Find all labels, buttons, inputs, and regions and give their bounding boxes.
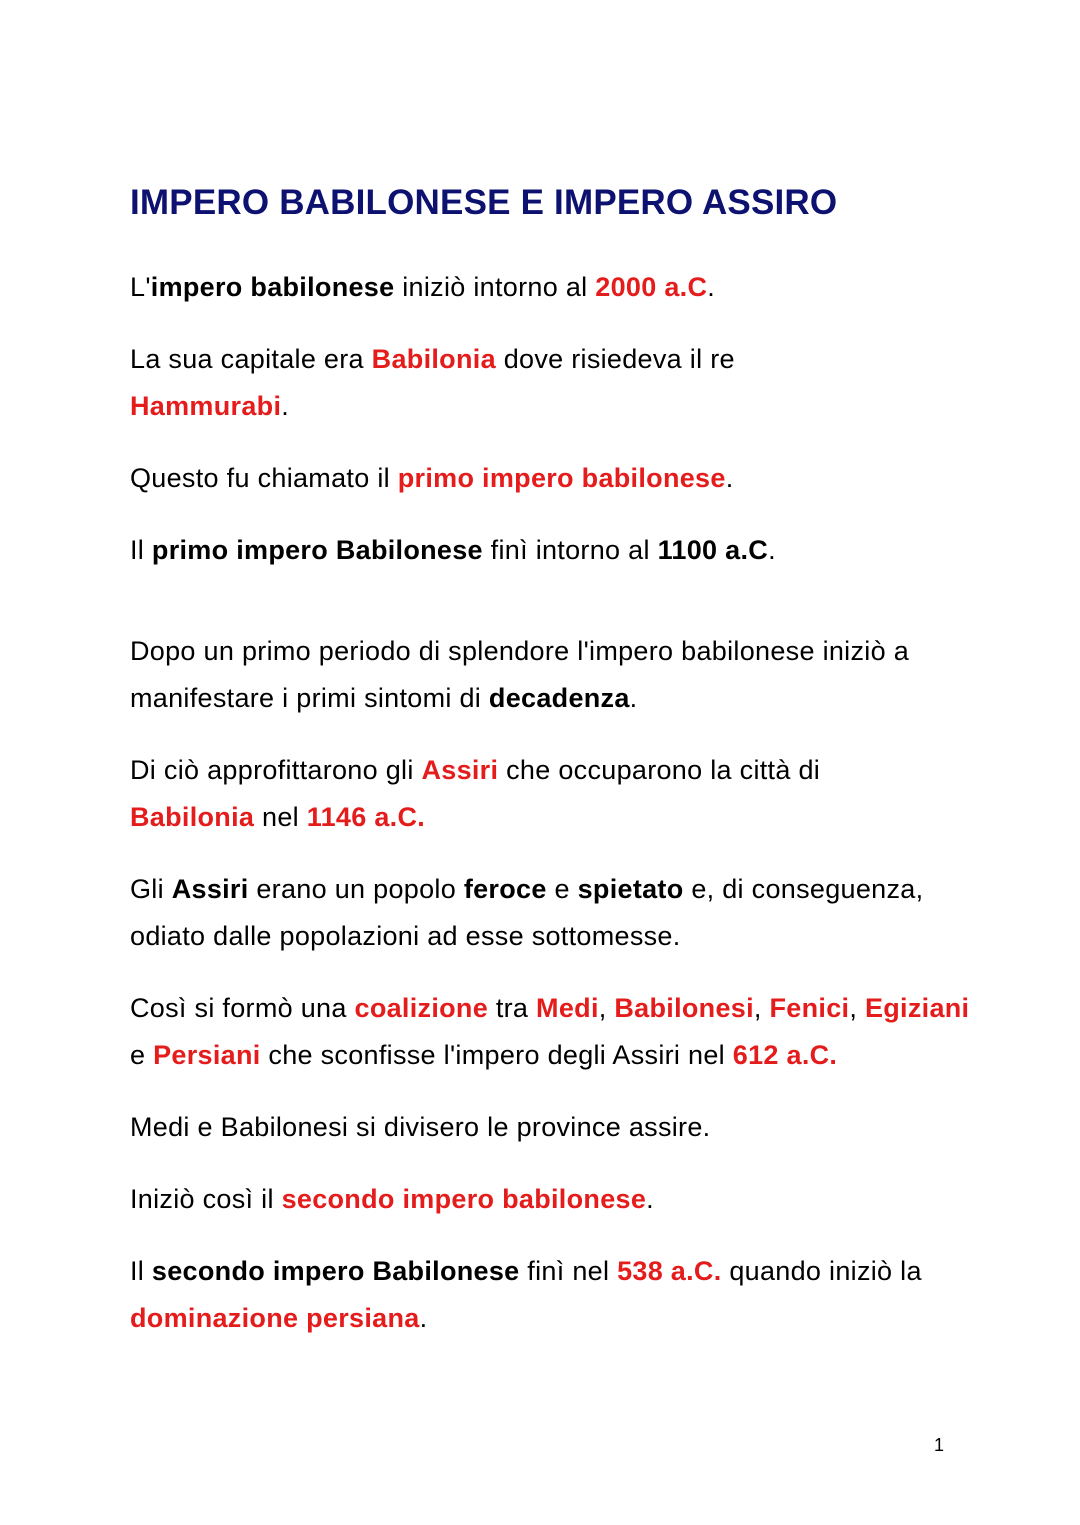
- text-run: .: [281, 391, 290, 421]
- paragraph-9: [130, 1104, 970, 1151]
- bold-term: impero babilonese: [150, 272, 395, 302]
- highlight-term: 538 a.C.: [617, 1256, 722, 1286]
- highlight-term: secondo impero babilonese: [281, 1184, 647, 1214]
- text-run: ,: [849, 993, 865, 1023]
- bold-term: secondo impero Babilonese: [151, 1256, 520, 1286]
- highlight-term: Assiri: [421, 755, 499, 785]
- text-run: e, di conseguenza, odiato dalle popolazioni ad esse sottomesse.: [130, 874, 924, 951]
- paragraph-5: [130, 628, 970, 722]
- text-run: nel: [254, 802, 307, 832]
- highlight-term: primo impero babilonese: [397, 463, 726, 493]
- highlight-term: Persiani: [153, 1040, 261, 1070]
- paragraph-6: [130, 747, 970, 841]
- text-run: iniziò intorno al: [394, 272, 596, 302]
- text-run: .: [419, 1303, 428, 1333]
- text-run: Il: [130, 535, 152, 565]
- text-run: .: [629, 683, 638, 713]
- paragraph-1: [130, 264, 970, 311]
- text-run: quando iniziò la: [721, 1256, 922, 1286]
- text-run: dove risiedeva il re: [495, 344, 735, 374]
- text-run: finì nel: [519, 1256, 618, 1286]
- text-run: e: [546, 874, 578, 904]
- text-run: Gli: [130, 874, 172, 904]
- text-run: .: [707, 272, 716, 302]
- highlight-term: Babilonesi: [614, 993, 754, 1023]
- paragraph-10: [130, 1176, 970, 1223]
- bold-term: feroce: [463, 874, 547, 904]
- bold-term: spietato: [577, 874, 684, 904]
- text-run: che sconfisse l'impero degli Assiri nel: [260, 1040, 733, 1070]
- document-page: [130, 180, 970, 1342]
- highlight-term: Medi: [536, 993, 599, 1023]
- text-run: Questo fu chiamato il: [130, 463, 398, 493]
- text-run: Dopo un primo periodo di splendore l'impero babilonese iniziò a manifestare i primi sintomi di: [130, 636, 910, 713]
- document-title: IMPERO BABILONESE E IMPERO ASSIRO: [130, 183, 838, 222]
- text-run: Di ciò approfittarono gli: [130, 755, 422, 785]
- text-run: Iniziò così il: [130, 1184, 282, 1214]
- highlight-term: coalizione: [354, 993, 489, 1023]
- paragraph-7: [130, 866, 970, 960]
- paragraph-3: [130, 455, 970, 502]
- highlight-term: Babilonia: [130, 802, 255, 832]
- text-run: che occuparono la città di: [498, 755, 821, 785]
- highlight-term: 612 a.C.: [732, 1040, 838, 1070]
- bold-term: primo impero Babilonese: [151, 535, 483, 565]
- text-run: e: [130, 1040, 154, 1070]
- highlight-term: dominazione persiana: [130, 1303, 420, 1333]
- paragraph-11: [130, 1248, 970, 1342]
- text-run: .: [646, 1184, 654, 1214]
- paragraph-2: [130, 336, 970, 430]
- text-run: L': [130, 272, 151, 302]
- text-run: finì intorno al: [482, 535, 658, 565]
- highlight-term: 1146 a.C.: [306, 802, 426, 832]
- text-run: Così si formò una: [130, 993, 355, 1023]
- highlight-term: Fenici: [769, 993, 850, 1023]
- paragraph-4: [130, 527, 970, 574]
- text-run: ,: [753, 993, 770, 1023]
- bold-term: decadenza: [488, 683, 630, 713]
- text-run: La sua capitale era: [130, 344, 372, 374]
- text-run: erano un popolo: [248, 874, 464, 904]
- bold-term: 1100 a.C: [657, 535, 769, 565]
- text-run: .: [725, 463, 734, 493]
- paragraph-8: [130, 985, 970, 1079]
- text-run: ,: [598, 993, 615, 1023]
- text-run: tra: [488, 993, 537, 1023]
- highlight-term: 2000 a.C: [595, 272, 708, 302]
- highlight-term: Egiziani: [864, 993, 970, 1023]
- highlight-term: Babilonia: [371, 344, 496, 374]
- text-run: Il: [130, 1256, 152, 1286]
- text-run: .: [768, 535, 776, 565]
- bold-term: Assiri: [171, 874, 249, 904]
- highlight-term: Hammurabi: [130, 391, 282, 421]
- text-run: Medi e Babilonesi si divisero le province assire.: [130, 1112, 711, 1142]
- page-number: 1: [934, 1435, 945, 1455]
